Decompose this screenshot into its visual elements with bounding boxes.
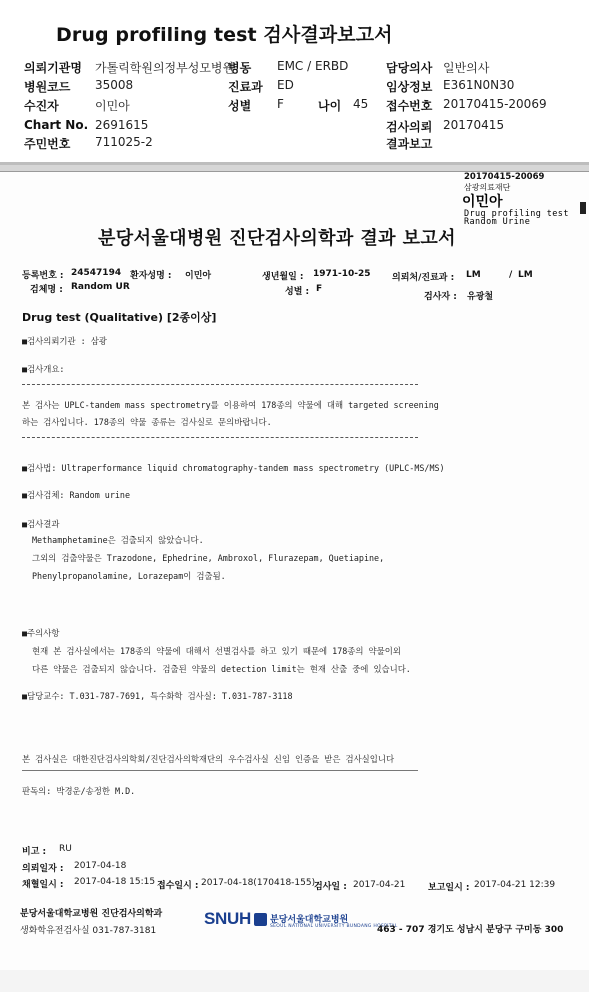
- patient-value: 이민아: [95, 99, 130, 113]
- clinical-info-value: E361N0N30: [443, 78, 515, 92]
- report-title: 분당서울대병원 진단검사의학과 결과 보고서: [98, 228, 456, 249]
- result-report-label: 결과보고: [386, 137, 433, 151]
- snuh-logo-korean: 분당서울대학교병원: [270, 915, 349, 925]
- remark-value: RU: [59, 844, 72, 854]
- caution-heading: ■주의사항: [22, 628, 60, 638]
- overview-divider-bottom: [22, 437, 418, 438]
- receipt-no-value: 20170415-20069: [443, 97, 547, 111]
- result-line-2: 그외의 검출약물은 Trazodone, Ephedrine, Ambroxol, Flurazepam, Quetiapine,: [32, 553, 385, 563]
- ordering-dept-value: LM: [466, 270, 481, 280]
- resident-id-value: 711025-2: [95, 135, 153, 149]
- report-time-value: 2017-04-21 12:39: [474, 880, 556, 890]
- ward-value: EMC / ERBD: [277, 59, 349, 73]
- test-method: ■검사법: Ultraperformance liquid chromatography-tandem mass spectrometry (UPLC-MS/MS): [22, 463, 445, 473]
- exam-date-label: 검사일 :: [314, 882, 347, 892]
- sex-label: 성별: [228, 99, 252, 113]
- chart-no-value: 2691615: [95, 118, 149, 132]
- footer-department: 분당서울대학교병원 진단검사의학과: [20, 909, 163, 919]
- test-specimen: ■검사검체: Random urine: [22, 490, 130, 500]
- institution-value: 가톨릭학원의정부성모병원: [95, 61, 235, 75]
- examiner-value: 유광철: [467, 292, 494, 302]
- test-name: Drug test (Qualitative) [2종이상]: [22, 311, 217, 324]
- receipt-time-label: 접수일시 :: [157, 881, 199, 891]
- contact-info: ■담당교수: T.031-787-7691, 특수화학 검사실: T.031-787-3118: [22, 691, 293, 701]
- sex-label-2: 성별 :: [285, 287, 310, 297]
- birth-date-value: 1971-10-25: [313, 269, 371, 279]
- stamp-patient-name: 이민아: [462, 194, 503, 210]
- department-label: 진료과: [228, 80, 263, 94]
- specimen-value: Random UR: [71, 282, 130, 292]
- summary-sheet: [0, 0, 589, 165]
- sex-value-2: F: [316, 284, 323, 294]
- hospital-code-value: 35008: [95, 78, 134, 92]
- birth-date-label: 생년월일 :: [262, 272, 304, 282]
- patient-label: 수진자: [24, 99, 59, 113]
- doctor-label: 담당의사: [386, 61, 433, 75]
- page-title: Drug profiling test 검사결과보고서: [56, 24, 393, 46]
- overview-line-2: 하는 검사입니다. 178종의 약물 종류는 검사실로 문의바랍니다.: [22, 417, 272, 427]
- ordering-dept-slash: /: [509, 270, 513, 280]
- footer-address: 463 - 707 경기도 성남시 분당구 구미동 300: [377, 925, 564, 935]
- doctor-value: 일반의사: [443, 61, 490, 75]
- institution-label: 의뢰기관명: [24, 61, 82, 75]
- collection-time-value: 2017-04-18 15:15: [74, 877, 156, 887]
- receipt-no-label: 접수번호: [386, 99, 433, 113]
- examiner-label: 검사자 :: [424, 292, 457, 302]
- supervising-physicians: 판독의: 박경운/송정한 M.D.: [22, 786, 136, 796]
- stamp-test-name: Drug profiling test: [464, 209, 569, 219]
- overview-line-1: 본 검사는 UPLC-tandem mass spectrometry를 이용하여 178종의 약물에 대해 targeted screening: [22, 400, 439, 410]
- patient-name-value: 이민아: [185, 271, 212, 281]
- accreditation-divider: [22, 770, 418, 771]
- age-label: 나이: [318, 99, 342, 113]
- receipt-time-value: 2017-04-18(170418-155): [201, 878, 316, 888]
- ordering-dept-value-2: LM: [518, 270, 533, 280]
- chart-no-label: Chart No.: [24, 118, 89, 132]
- snuh-emblem-icon: [254, 913, 267, 926]
- specimen-label: 검체명 :: [30, 285, 63, 295]
- hospital-code-label: 병원코드: [24, 80, 71, 94]
- sex-value: F: [277, 97, 284, 111]
- result-line-3: Phenylpropanolamine, Lorazepam이 검출됨.: [32, 571, 226, 581]
- ward-label: 병동: [228, 61, 252, 75]
- age-value: 45: [353, 97, 369, 111]
- report-time-label: 보고일시 :: [428, 883, 470, 893]
- overview-divider-top: [22, 384, 418, 385]
- collection-time-label: 채혈일시 :: [22, 880, 64, 890]
- accreditation-note: 본 검사실은 대한진단검사의학회/진단검사의학재단의 우수검사실 신임 인증을 받은 검사실입니다: [22, 754, 395, 764]
- request-date-value-2: 2017-04-18: [74, 861, 127, 871]
- request-date-label-2: 의뢰일자 :: [22, 864, 64, 874]
- result-line-1: Methamphetamine은 검출되지 않았습니다.: [32, 535, 204, 545]
- clinical-info-label: 임상정보: [386, 80, 433, 94]
- exam-date-value: 2017-04-21: [353, 880, 406, 890]
- remark-label: 비고 :: [22, 847, 47, 857]
- requesting-institution: ■검사의뢰기관 : 삼광: [22, 336, 107, 346]
- stamp-lab-name: 삼광의료재단: [464, 183, 511, 192]
- footer-lab-phone: 생화학유전검사실 031-787-3181: [20, 926, 157, 936]
- snuh-logo-text: SNUH: [204, 909, 251, 928]
- ordering-dept-label: 의뢰처/진료과 :: [392, 273, 455, 283]
- reg-no-label: 등록번호 :: [22, 271, 64, 281]
- scanned-report: [0, 172, 589, 992]
- scan-edge-marker: [580, 202, 586, 214]
- department-value: ED: [277, 78, 294, 92]
- request-date-value: 20170415: [443, 118, 505, 132]
- resident-id-label: 주민번호: [24, 137, 71, 151]
- request-date-label: 검사의뢰: [386, 120, 433, 134]
- stamp-receipt-no: 20170415-20069: [464, 172, 545, 182]
- caution-line-2: 다른 약물은 검출되지 않습니다. 검출된 약물의 detection limit는 현재 산출 중에 있습니다.: [32, 664, 411, 674]
- scan-bottom-margin: [0, 970, 589, 992]
- patient-name-label: 환자성명 :: [130, 271, 172, 281]
- overview-heading: ■검사개요:: [22, 364, 65, 374]
- reg-no-value: 24547194: [71, 268, 122, 278]
- specimen-label-stamp: [458, 172, 589, 226]
- caution-line-1: 현재 본 검사실에서는 178종의 약물에 대해서 선별검사를 하고 있기 때문에 178종의 약물이외: [32, 646, 401, 656]
- stamp-specimen: Random Urine: [464, 217, 531, 227]
- result-heading: ■검사결과: [22, 519, 60, 529]
- snuh-logo-english: SEOUL NATIONAL UNIVERSITY BUNDANG HOSPITAL: [270, 924, 398, 929]
